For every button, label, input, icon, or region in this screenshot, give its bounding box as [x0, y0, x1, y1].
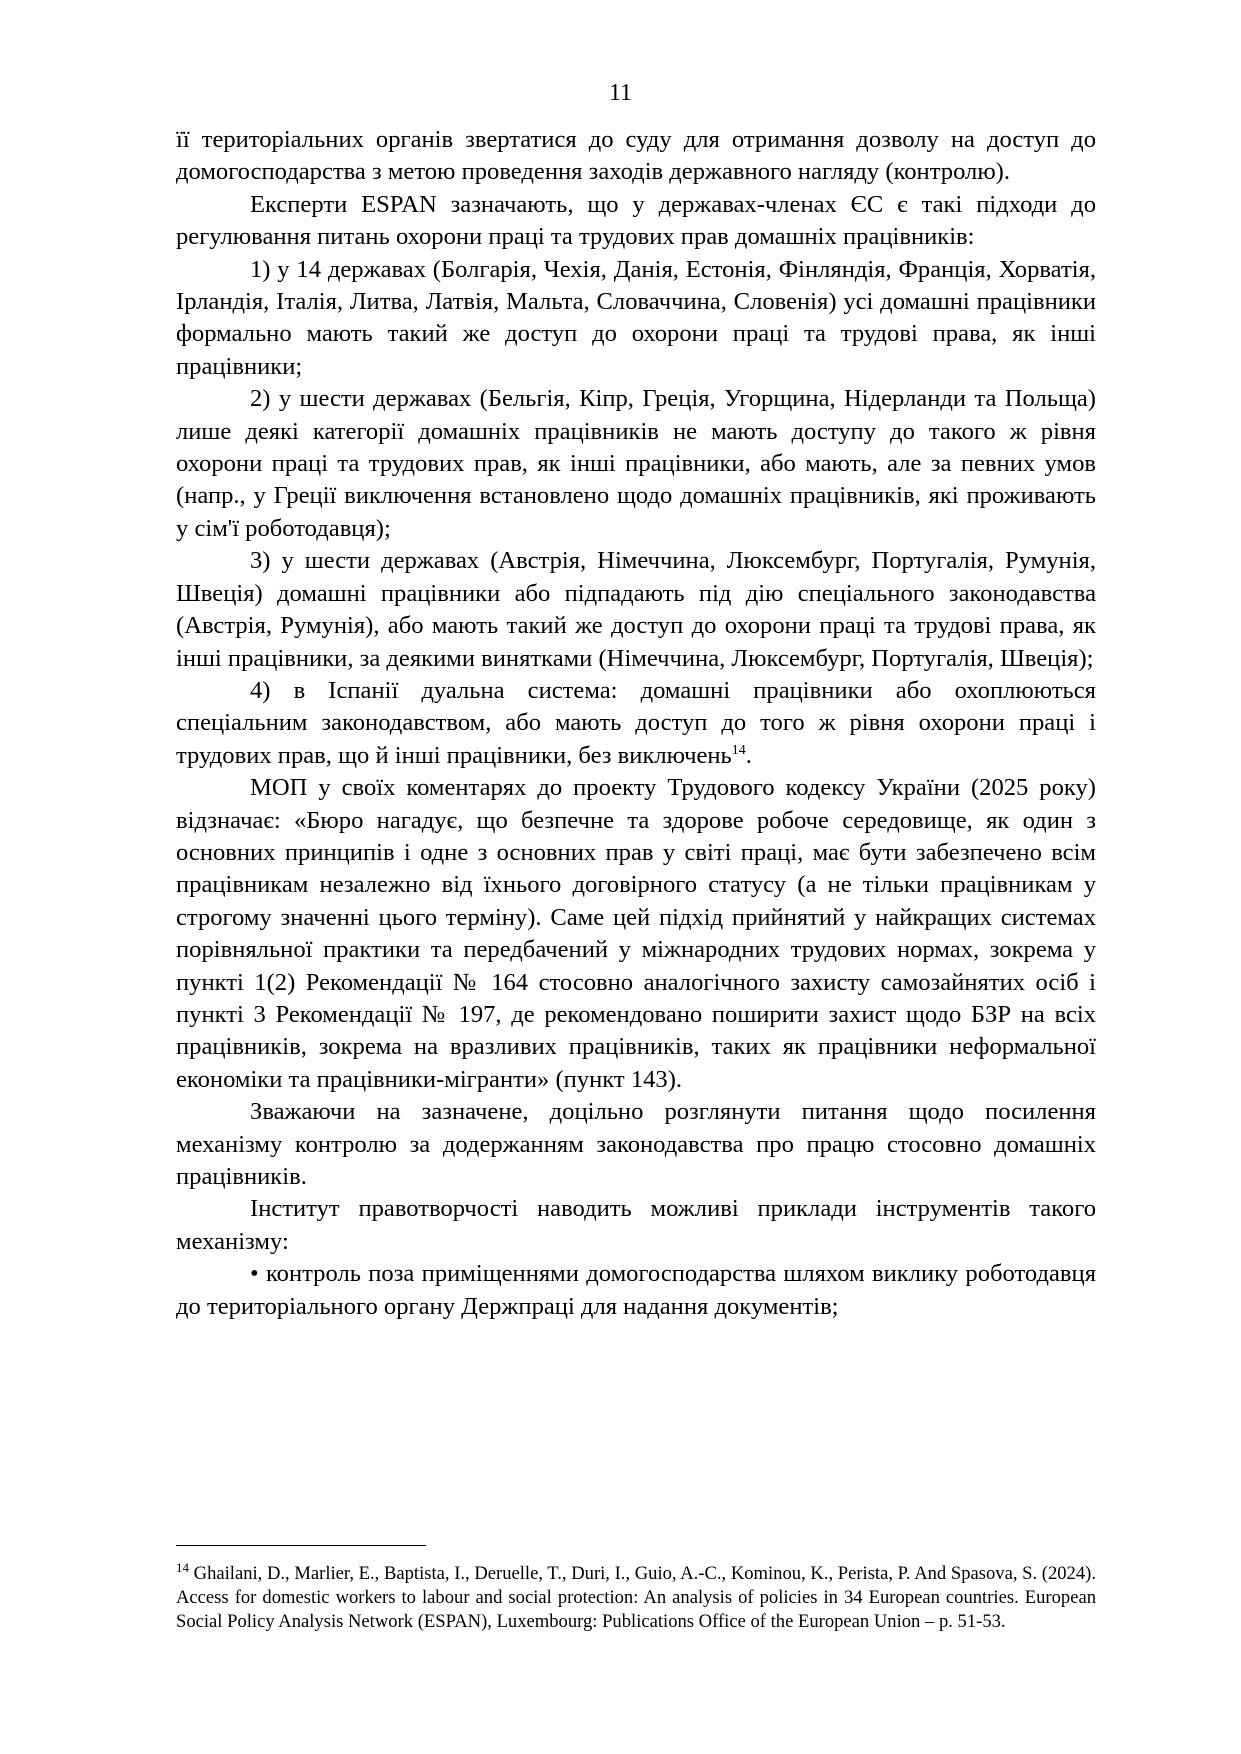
list-item-3: 3) у шести державах (Австрія, Німеччина, Люксембург, Португалія, Румунія, Швеція) домашні працівники або підпадають під дію спеціального законодавства (Австрія, Румунія), або мають такий же доступ до охорони праці та трудові права, як інші працівники, за деякими винятками (Німеччина, Люксембург, Португалія, Швеція); [176, 547, 1096, 672]
list-item-2: 2) у шести державах (Бельгія, Кіпр, Греція, Угорщина, Нідерланди та Польща) лише деякі категорії домашніх працівників не мають доступу до такого ж рівня охорони праці та трудових прав, як інші працівники, або мають, але за певних умов (напр., у Греції виключення встановлено щодо домашніх працівників, які проживають у сім'ї роботодавця); [176, 385, 1096, 542]
list-item-1: 1) у 14 державах (Болгарія, Чехія, Данія, Естонія, Фінляндія, Франція, Хорватія, Ірландія, Італія, Литва, Латвія, Мальта, Словаччина, Словенія) усі домашні працівники формально мають такий же доступ до охорони праці та трудові права, як інші працівники; [176, 255, 1096, 380]
paragraph-conclusion: Зважаючи на зазначене, доцільно розглянути питання щодо посилення механізму контролю за додержанням законодавства про працю стосовно домашніх працівників. [176, 1098, 1096, 1190]
paragraph-espan-intro: Експерти ESPAN зазначають, що у державах-членах ЄС є такі підходи до регулювання питань охорони праці та трудових прав домашніх працівників: [176, 190, 1096, 251]
paragraph-institute: Інститут правотворчості наводить можливі приклади інструментів такого механізму: [176, 1195, 1096, 1255]
footnote-number: 14 [176, 1560, 189, 1575]
list-item-4-text: 4) в Іспанії дуальна система: домашні працівники або охоплюються спеціальним законодавством, або мають доступ до того ж рівня охорони праці і трудових прав, що й інші працівники, без виключень [176, 676, 1096, 769]
bullet-item-text: контроль поза приміщеннями домогосподарства шляхом виклику роботодавця до територіального органу Держпраці для надання документів; [176, 1260, 1097, 1320]
page-number: 11 [608, 80, 633, 106]
body-text [176, 124, 1096, 1323]
list-item-4 [176, 675, 1096, 772]
bullet-icon: • [250, 1260, 259, 1288]
list-item-4-end: . [745, 741, 752, 769]
bullet-item [176, 1258, 1096, 1323]
footnote-reference[interactable]: 14 [731, 742, 746, 758]
footnote-text: Ghailani, D., Marlier, E., Baptista, I., Deruelle, T., Duri, I., Guio, A.-C., Kominou, K., Perista, P. And Spasova, S. (2024). Access for domestic workers to labour and social protection: An analysis of policies in 34 European countries. European Social Policy Analysis Network (ESPAN), Luxembourg: Publications Office of the European Union – p. 51-53. [176, 1563, 1096, 1632]
footnote [176, 1562, 1096, 1634]
footnote-separator [176, 1545, 426, 1546]
paragraph-ilo-quote: МОП у своїх коментарях до проекту Трудового кодексу України (2025 року) відзначає: «Бюро нагадує, що безпечне та здорове робоче середовище, як один з основних принципів і одне з основних прав у світі праці, має бути забезпечено всім працівникам незалежно від їхнього договірного статусу (а не тільки працівникам у строгому значенні цього терміну). Саме цей підхід прийнятий у найкращих системах порівняльної практики та передбачений у міжнародних трудових нормах, зокрема у пункті 1(2) Рекомендації № 164 стосовно аналогічного захисту самозайнятих осіб і пункті 3 Рекомендації № 197, де рекомендовано поширити захист щодо БЗР на всіх працівників, зокрема на вразливих працівників, таких як працівники неформальної економіки та працівники-мігранти» (пункт 143). [176, 774, 1096, 1093]
paragraph-continuation: її територіальних органів звертатися до суду для отримання дозволу на доступ до домогосподарства з метою проведення заходів державного нагляду (контролю). [176, 126, 1096, 186]
